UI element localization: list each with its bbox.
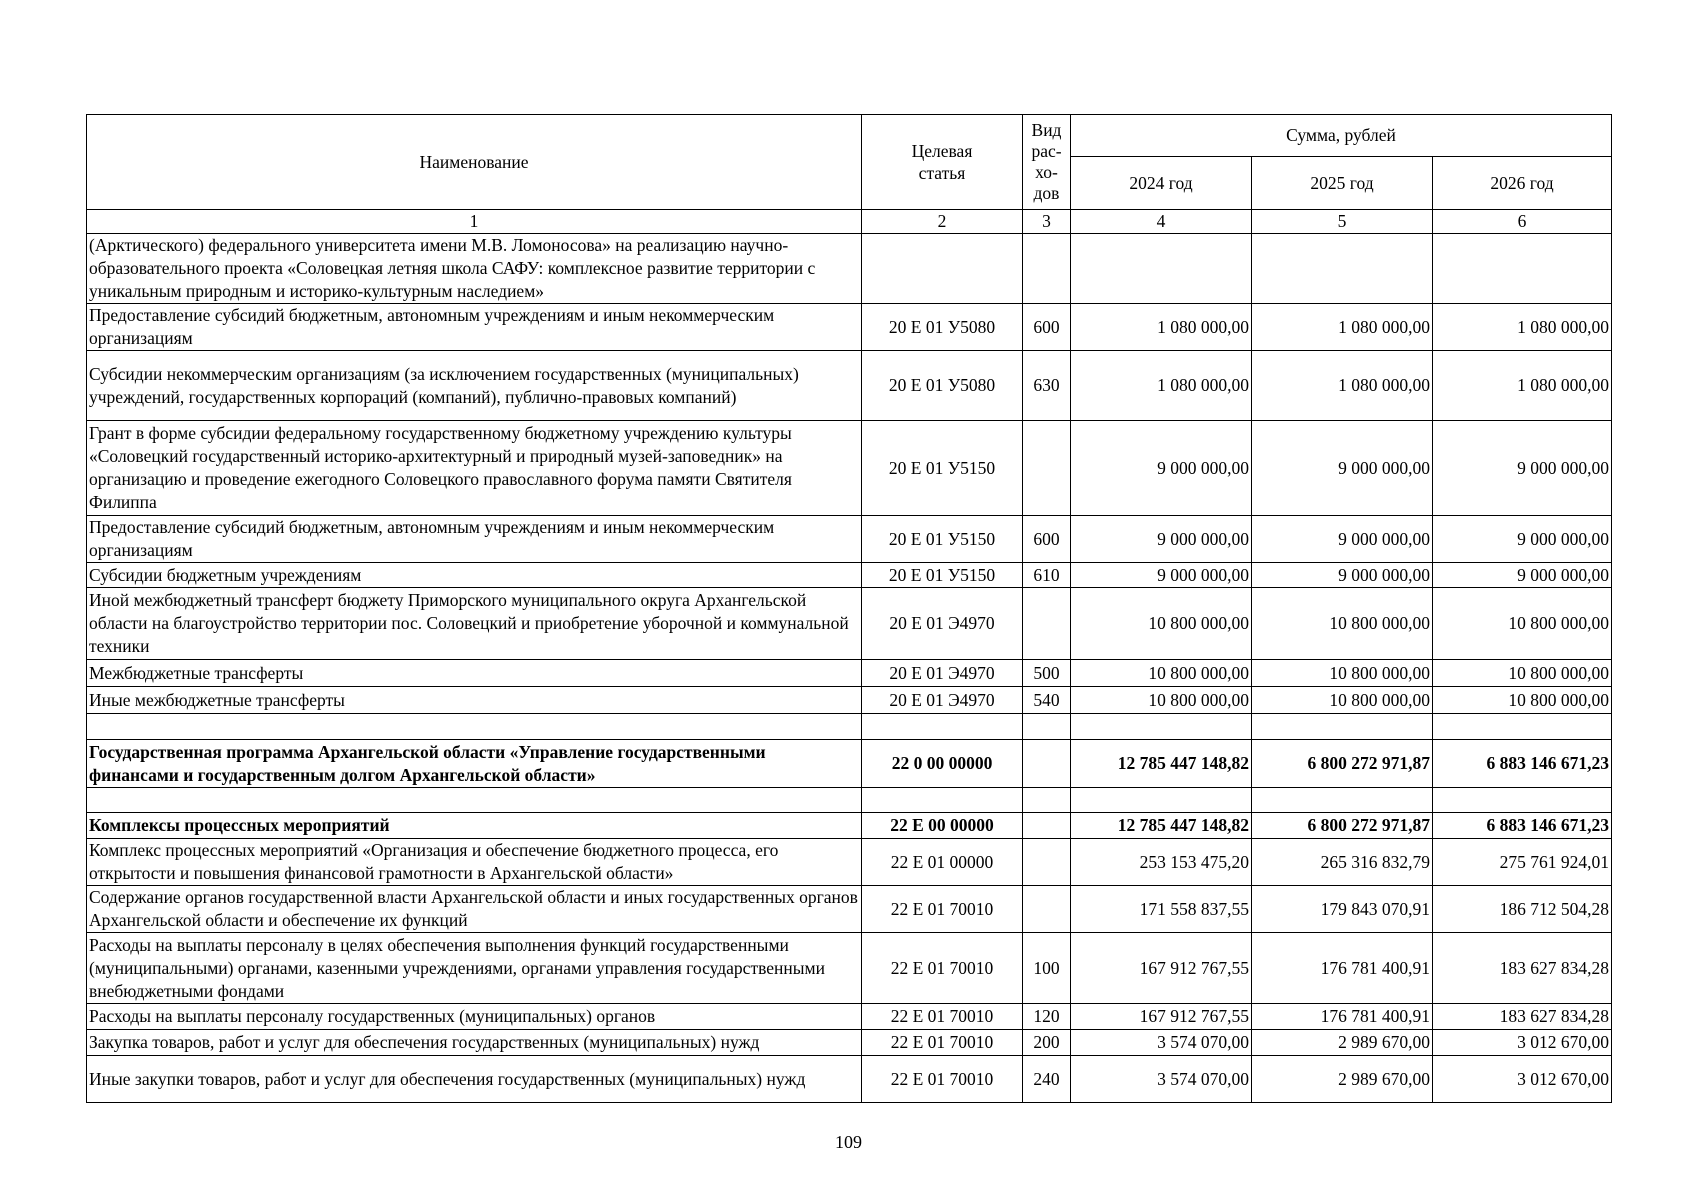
table-row [87, 813, 1612, 839]
row-value-2025: 10 800 000,00 [1252, 588, 1433, 660]
row-value-2025: 10 800 000,00 [1252, 687, 1433, 714]
row-name: Государственная программа Архангельской области «Управление государственными финансами и государственным долгом Архангельской области» [87, 740, 862, 788]
row-type [1023, 588, 1071, 660]
row-code [862, 714, 1023, 740]
table-row [87, 588, 1612, 660]
row-value-2025: 9 000 000,00 [1252, 563, 1433, 588]
row-value-2026: 9 000 000,00 [1433, 563, 1612, 588]
row-type: 100 [1023, 933, 1071, 1004]
header-year-2024: 2024 год [1071, 157, 1252, 210]
row-code: 20 Е 01 Э4970 [862, 588, 1023, 660]
table-row [87, 234, 1612, 304]
row-code: 22 Е 01 70010 [862, 886, 1023, 933]
header-name: Наименование [87, 115, 862, 210]
row-value-2025: 10 800 000,00 [1252, 660, 1433, 687]
row-name: Иные межбюджетные трансферты [87, 687, 862, 714]
row-value-2025 [1252, 788, 1433, 813]
row-name: Предоставление субсидий бюджетным, автономным учреждениям и иным некоммерческим организациям [87, 516, 862, 563]
row-value-2024 [1071, 788, 1252, 813]
row-code [862, 788, 1023, 813]
row-value-2026 [1433, 714, 1612, 740]
row-code: 20 Е 01 У5150 [862, 563, 1023, 588]
table-row [87, 788, 1612, 813]
col-index-1: 1 [87, 210, 862, 234]
row-value-2024: 9 000 000,00 [1071, 563, 1252, 588]
row-value-2025: 176 781 400,91 [1252, 1004, 1433, 1030]
row-value-2024: 9 000 000,00 [1071, 421, 1252, 516]
row-code: 22 Е 00 00000 [862, 813, 1023, 839]
row-value-2026: 275 761 924,01 [1433, 839, 1612, 886]
row-value-2025: 265 316 832,79 [1252, 839, 1433, 886]
row-value-2024: 1 080 000,00 [1071, 304, 1252, 351]
row-name: Межбюджетные трансферты [87, 660, 862, 687]
row-value-2024: 167 912 767,55 [1071, 1004, 1252, 1030]
row-value-2024: 1 080 000,00 [1071, 351, 1252, 421]
row-code: 20 Е 01 У5150 [862, 421, 1023, 516]
row-value-2025: 9 000 000,00 [1252, 421, 1433, 516]
table-row [87, 1030, 1612, 1056]
row-code: 22 0 00 00000 [862, 740, 1023, 788]
header-type [1023, 115, 1071, 210]
header-target-text: Целевая статья [911, 140, 973, 183]
header-row [87, 115, 1612, 157]
row-type: 500 [1023, 660, 1071, 687]
table-row [87, 351, 1612, 421]
row-code: 20 Е 01 Э4970 [862, 687, 1023, 714]
row-value-2026: 3 012 670,00 [1433, 1030, 1612, 1056]
row-code: 20 Е 01 Э4970 [862, 660, 1023, 687]
row-code: 20 Е 01 У5150 [862, 516, 1023, 563]
row-value-2024: 171 558 837,55 [1071, 886, 1252, 933]
row-name: Комплекс процессных мероприятий «Организация и обеспечение бюджетного процесса, его открытости и повышения финансовой грамотности в Архангельской области» [87, 839, 862, 886]
row-code: 22 Е 01 00000 [862, 839, 1023, 886]
row-type: 630 [1023, 351, 1071, 421]
row-value-2026: 9 000 000,00 [1433, 421, 1612, 516]
table-row [87, 421, 1612, 516]
row-name [87, 714, 862, 740]
row-value-2025 [1252, 714, 1433, 740]
row-value-2026: 6 883 146 671,23 [1433, 813, 1612, 839]
row-code: 22 Е 01 70010 [862, 1056, 1023, 1103]
row-value-2025: 1 080 000,00 [1252, 351, 1433, 421]
row-name: Расходы на выплаты персоналу государственных (муниципальных) органов [87, 1004, 862, 1030]
row-value-2026: 183 627 834,28 [1433, 933, 1612, 1004]
table-row [87, 687, 1612, 714]
row-value-2025: 9 000 000,00 [1252, 516, 1433, 563]
row-value-2026: 10 800 000,00 [1433, 588, 1612, 660]
row-value-2025: 2 989 670,00 [1252, 1056, 1433, 1103]
budget-table [86, 114, 1612, 1103]
row-value-2025: 176 781 400,91 [1252, 933, 1433, 1004]
header-target [862, 115, 1023, 210]
col-index-2: 2 [862, 210, 1023, 234]
row-name: Комплексы процессных мероприятий [87, 813, 862, 839]
row-value-2024 [1071, 234, 1252, 304]
row-value-2026 [1433, 234, 1612, 304]
row-type: 120 [1023, 1004, 1071, 1030]
table-row [87, 1056, 1612, 1103]
row-type [1023, 421, 1071, 516]
row-type [1023, 788, 1071, 813]
row-type [1023, 813, 1071, 839]
col-index-4: 4 [1071, 210, 1252, 234]
row-value-2024: 10 800 000,00 [1071, 588, 1252, 660]
col-index-3: 3 [1023, 210, 1071, 234]
row-code: 20 Е 01 У5080 [862, 304, 1023, 351]
row-type: 200 [1023, 1030, 1071, 1056]
row-type [1023, 234, 1071, 304]
row-value-2026 [1433, 788, 1612, 813]
row-value-2024 [1071, 714, 1252, 740]
row-value-2024: 167 912 767,55 [1071, 933, 1252, 1004]
row-type: 240 [1023, 1056, 1071, 1103]
row-type: 600 [1023, 304, 1071, 351]
row-value-2025: 6 800 272 971,87 [1252, 740, 1433, 788]
row-value-2024: 12 785 447 148,82 [1071, 740, 1252, 788]
row-value-2026: 183 627 834,28 [1433, 1004, 1612, 1030]
row-type: 600 [1023, 516, 1071, 563]
row-type: 610 [1023, 563, 1071, 588]
col-index-5: 5 [1252, 210, 1433, 234]
row-type [1023, 839, 1071, 886]
row-name: (Арктического) федерального университета имени М.В. Ломоносова» на реализацию научно-образовательного проекта «Соловецкая летняя школа САФУ: комплексное развитие территории с уникальным природным и историко-культурным наследием» [87, 234, 862, 304]
row-type [1023, 740, 1071, 788]
row-value-2026: 1 080 000,00 [1433, 304, 1612, 351]
row-name: Иной межбюджетный трансферт бюджету Приморского муниципального округа Архангельской области на благоустройство территории пос. Соловецкий и приобретение уборочной и коммунальной техники [87, 588, 862, 660]
row-name: Содержание органов государственной власти Архангельской области и иных государственных органов Архангельской области и обеспечение их функций [87, 886, 862, 933]
row-value-2026: 9 000 000,00 [1433, 516, 1612, 563]
table-row [87, 839, 1612, 886]
row-type: 540 [1023, 687, 1071, 714]
row-name [87, 788, 862, 813]
row-name: Расходы на выплаты персоналу в целях обеспечения выполнения функций государственными (муниципальными) органами, казенными учреждениями, органами управления государственными внебюджетными фондами [87, 933, 862, 1004]
table-row [87, 933, 1612, 1004]
row-value-2025: 6 800 272 971,87 [1252, 813, 1433, 839]
row-value-2026: 10 800 000,00 [1433, 687, 1612, 714]
table-row [87, 740, 1612, 788]
row-value-2026: 3 012 670,00 [1433, 1056, 1612, 1103]
column-index-row [87, 210, 1612, 234]
table-row [87, 1004, 1612, 1030]
row-value-2026: 6 883 146 671,23 [1433, 740, 1612, 788]
row-value-2026: 10 800 000,00 [1433, 660, 1612, 687]
row-value-2026: 1 080 000,00 [1433, 351, 1612, 421]
table-row [87, 714, 1612, 740]
row-name: Субсидии бюджетным учреждениям [87, 563, 862, 588]
row-value-2024: 3 574 070,00 [1071, 1056, 1252, 1103]
row-value-2025 [1252, 234, 1433, 304]
row-value-2025: 2 989 670,00 [1252, 1030, 1433, 1056]
row-name: Грант в форме субсидии федеральному государственному бюджетному учреждению культуры «Соловецкий государственный историко-архитектурный и природный музей-заповедник» на организацию и проведение ежегодного Соловецкого православного форума памяти Святителя Филиппа [87, 421, 862, 516]
header-year-2026: 2026 год [1433, 157, 1612, 210]
col-index-6: 6 [1433, 210, 1612, 234]
row-value-2024: 3 574 070,00 [1071, 1030, 1252, 1056]
row-type [1023, 886, 1071, 933]
row-code: 20 Е 01 У5080 [862, 351, 1023, 421]
row-value-2024: 9 000 000,00 [1071, 516, 1252, 563]
header-type-text: Вид рас- хо- дов [1031, 119, 1062, 203]
row-name: Субсидии некоммерческим организациям (за исключением государственных (муниципальных) учреждений, государственных корпораций (компаний), публично-правовых компаний) [87, 351, 862, 421]
row-name: Предоставление субсидий бюджетным, автономным учреждениям и иным некоммерческим организациям [87, 304, 862, 351]
table-row [87, 516, 1612, 563]
row-code: 22 Е 01 70010 [862, 1030, 1023, 1056]
row-value-2024: 12 785 447 148,82 [1071, 813, 1252, 839]
table-row [87, 563, 1612, 588]
page-number: 109 [835, 1132, 862, 1152]
row-code: 22 Е 01 70010 [862, 1004, 1023, 1030]
row-code [862, 234, 1023, 304]
row-code: 22 Е 01 70010 [862, 933, 1023, 1004]
row-name: Иные закупки товаров, работ и услуг для обеспечения государственных (муниципальных) нужд [87, 1056, 862, 1103]
row-value-2024: 10 800 000,00 [1071, 660, 1252, 687]
row-name: Закупка товаров, работ и услуг для обеспечения государственных (муниципальных) нужд [87, 1030, 862, 1056]
table-row [87, 886, 1612, 933]
header-sum: Сумма, рублей [1071, 115, 1612, 157]
header-year-2025: 2025 год [1252, 157, 1433, 210]
row-value-2025: 179 843 070,91 [1252, 886, 1433, 933]
table-row [87, 660, 1612, 687]
row-type [1023, 714, 1071, 740]
table-row [87, 304, 1612, 351]
row-value-2026: 186 712 504,28 [1433, 886, 1612, 933]
row-value-2024: 10 800 000,00 [1071, 687, 1252, 714]
row-value-2025: 1 080 000,00 [1252, 304, 1433, 351]
row-value-2024: 253 153 475,20 [1071, 839, 1252, 886]
